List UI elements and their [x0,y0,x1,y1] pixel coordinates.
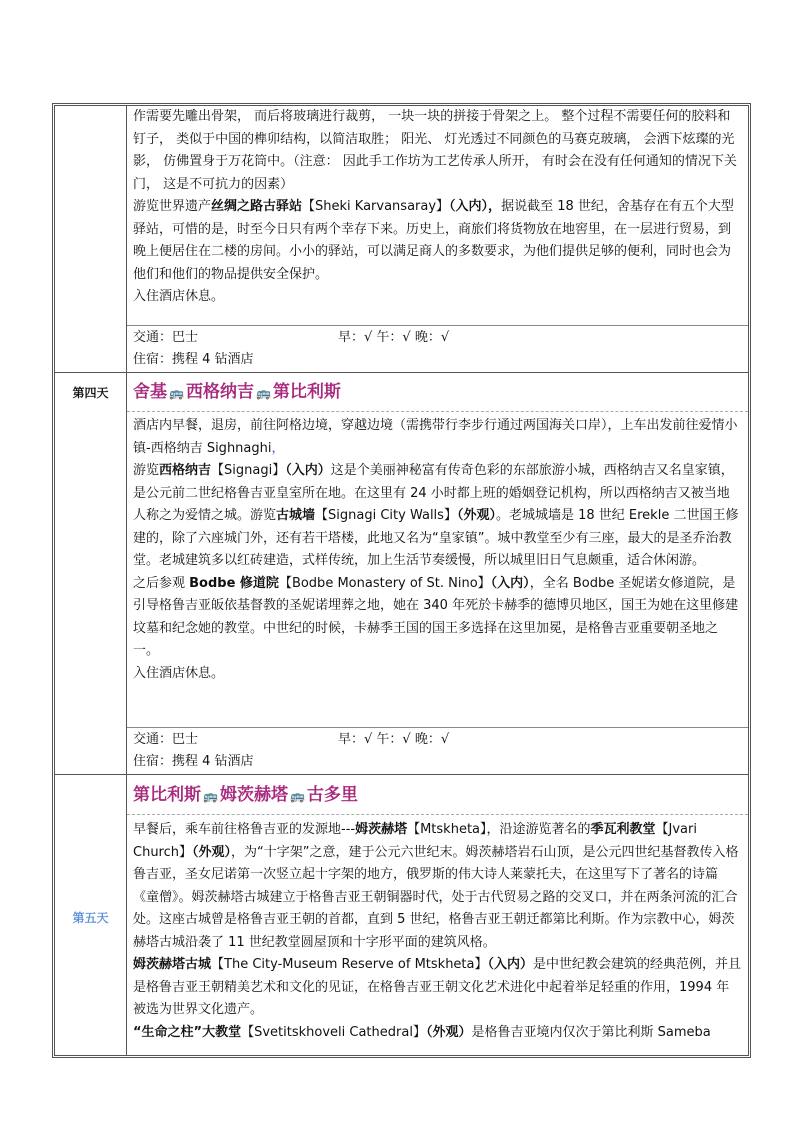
day3-logistics [133,327,742,371]
day4-paragraph-4: 入住酒店休息。 [133,665,225,681]
day4-content [133,376,742,408]
bus-icon: 🚌 [203,789,218,803]
day5-paragraph-1: 早餐后，乘车前往格鲁吉亚的发源地---姆茨赫塔【Mtskheta】，沿途游览著名的季瓦利教堂【Jvari Church】（外观），为“十字架”之意，建于公元六世纪末。姆茨赫塔岩石山顶，是公元四世纪基督教传入格鲁吉亚，圣女尼诺第一次竖立起十字架的地方，俄罗斯的伟大诗人莱蒙托夫，在这里写下了著名的诗篇《童僧》。姆茨赫塔古城建立于格鲁吉亚王朝铜器时代，处于古代贸易之路的交叉口，并在两条河流的汇合处。这座古城曾是格鲁吉亚王朝的首都，直到 5 世纪，格鲁吉亚王朝迁都第比利斯。作为宗教中心，姆茨赫塔古城沿袭了 11 世纪教堂圆屋顶和十字形平面的建筑风格。 [133,822,739,950]
day5-content [133,779,742,811]
hotel: 住宿：携程 4 钻酒店 [133,352,254,367]
bus-icon: 🚌 [289,789,305,803]
day5-paragraph-3: “生命之柱”大教堂【Svetitskhoveli Cathedral】（外观）是格鲁吉亚境内仅次于第比利斯 Sameba [133,1024,711,1040]
day3-paragraph-1: 作需要先雕出骨架， 而后将玻璃进行裁剪， 一块一块的拼接于骨架之上。 整个过程不需要任何的胶料和钉子， 类似于中国的榫卯结构，以简洁取胜； 阳光、 灯光透过不同颜色的马赛克玻璃， 会洒下炫璨的光影， 仿佛置身于万花筒中。（注意： 因此手工作坊为工艺传承人所开， 有时会在没有任何通知的情况下关门， 这是不可抗力的因素） [133,109,737,192]
divider [127,727,748,728]
bus-icon: 🚌 [169,386,184,400]
day3-paragraph-2: 游览世界遗产丝绸之路古驿站【Sheki Karvansaray】（入内），据说截至 18 世纪，舍基存在有五个大型驿站，可惜的是，时至今日只有两个幸存下来。历史上，商旅们将货物放在地窖里，在一层进行贸易，到晚上便居住在二楼的房间。小小的驿站，可以满足商人的多数要求，为他们提供足够的便利，同时也会为他们和他们的物品提供安全保护。 [133,199,734,282]
meals: 早：√ 午：√ 晚：√ [338,330,450,345]
itinerary-table [52,103,751,1058]
day4-label: 第四天 [72,386,109,400]
day3-paragraph-3: 入住酒店休息。 [133,289,225,304]
row-divider [55,774,748,775]
day4-label-cell [55,372,127,774]
day5-title: 第比利斯 🚌 姆茨赫塔 🚌 古多里 [133,785,358,805]
day4-logistics [133,729,742,773]
day5-paragraph-2: 姆茨赫塔古城【The City-Museum Reserve of Mtskheta】（入内）是中世纪教会建筑的经典范例，并且是格鲁吉亚王朝精美艺术和文化的见证，在格鲁吉亚王朝文化艺术进化中起着举足轻重的作用，1994 年被选为世界文化遗产。 [133,957,742,1017]
day3-content [133,106,742,309]
meals: 早：√ 午：√ 晚：√ [338,732,450,747]
day5-label: 第五天 [72,911,109,925]
day4-paragraph-3: 之后参观 Bodbe 修道院【Bodbe Monastery of St. Nino】（入内），全名 Bodbe 圣妮诺女修道院，是引导格鲁吉亚皈依基督教的圣妮诺埋葬之地，她在 340 年死於卡赫季的德博贝地区，国王为她在这里修建坟墓和纪念她的教堂。中世纪的时候，卡赫季王国的国王多选择在这里加冕，是格鲁吉亚重要朝圣地之一。 [133,575,739,658]
transport: 交通：巴士 [133,732,199,747]
divider [127,814,748,815]
day5-label-cell [55,774,127,1058]
day5-body [133,819,742,1044]
bus-icon: 🚌 [255,386,271,400]
divider [127,411,748,412]
day4-paragraph-2: 游览西格纳吉【Signagi】（入内）这是个美丽神秘富有传奇色彩的东部旅游小城，西格纳吉又名皇家镇，是公元前二世纪格鲁吉亚皇室所在地。在这里有 24 小时都上班的婚姻登记机构，所以西格纳吉又被当地人称之为爱情之城。游览古城墙【Signagi City Walls】（外观）。老城城墙是 18 世纪 Erekle 二世国王修建的，除了六座城门外，还有若干塔楼，此地又名为“皇家镇”。城中教堂至少有三座，最大的是圣乔治教堂。老城建筑多以红砖建造，式样传统，加上生活节奏缓慢，所以城里旧日气息颇重，适合休闲游。 [133,463,739,568]
day4-title: 舍基 🚌 西格纳吉 🚌 第比利斯 [133,382,341,402]
day-cell-empty [55,106,127,372]
day4-body [133,415,742,685]
hotel: 住宿：携程 4 钻酒店 [133,754,254,769]
row-divider [55,372,748,373]
divider [127,325,748,326]
transport: 交通：巴士 [133,330,199,345]
day4-paragraph-1: 酒店内早餐，退房，前往阿格边境，穿越边境（需携带行李步行通过两国海关口岸），上车出发前往爱情小镇-西格纳吉 Sighnaghi， [133,418,738,456]
